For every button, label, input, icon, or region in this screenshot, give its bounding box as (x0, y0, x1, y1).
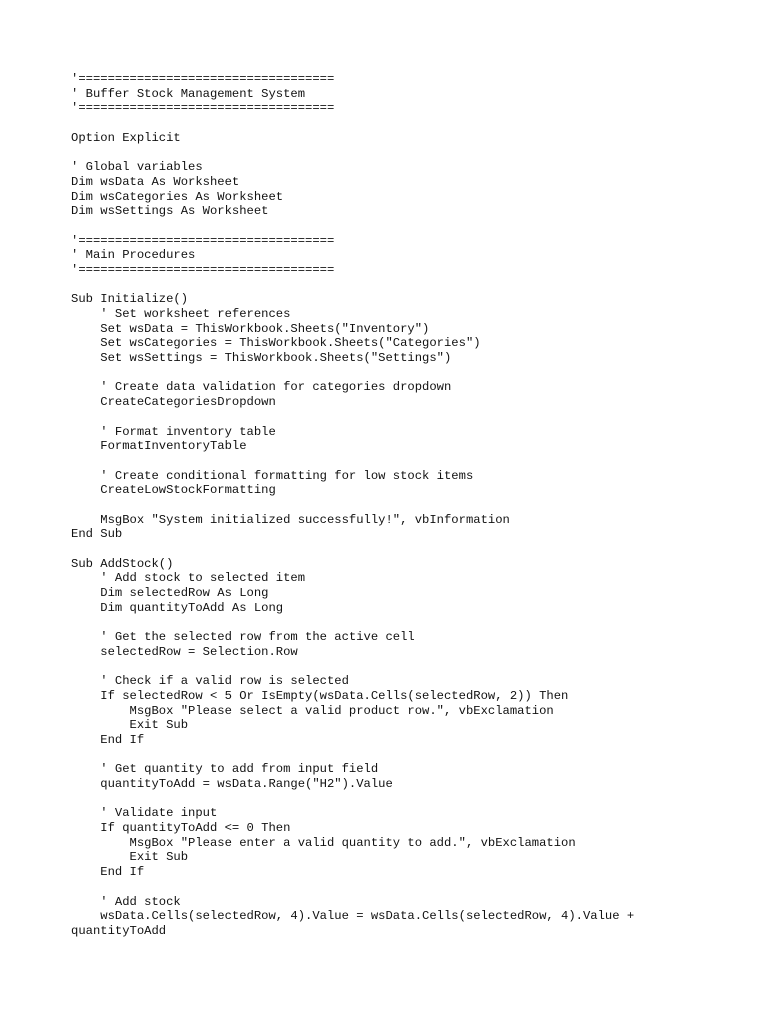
code-line: CreateLowStockFormatting (71, 483, 276, 498)
code-line: Exit Sub (71, 718, 189, 733)
code-line: MsgBox "Please enter a valid quantity to add.", vbExclamation (71, 835, 576, 850)
code-line: ' Validate input (71, 806, 218, 821)
code-line: quantityToAdd (71, 923, 167, 938)
code-line: ' Global variables (71, 160, 203, 175)
code-line (71, 542, 751, 557)
code-line (71, 116, 751, 131)
code-line: wsData.Cells(selectedRow, 4).Value = wsData.Cells(selectedRow, 4).Value + (71, 909, 635, 924)
code-line: MsgBox "System initialized successfully!", vbInformation (71, 512, 510, 527)
code-line (71, 880, 751, 895)
code-line: '=================================== (71, 72, 335, 86)
code-line: MsgBox "Please select a valid product row.", vbExclamation (71, 703, 554, 718)
code-line: Set wsCategories = ThisWorkbook.Sheets("Categories") (71, 336, 481, 351)
code-listing (71, 72, 751, 939)
code-line: Dim wsCategories As Worksheet (71, 189, 284, 204)
code-line: Exit Sub (71, 850, 189, 865)
code-line: Sub Initialize() (71, 292, 189, 307)
code-line: If quantityToAdd <= 0 Then (71, 821, 291, 836)
code-line: Dim selectedRow As Long (71, 586, 269, 601)
code-line (71, 454, 751, 469)
code-line: ' Create conditional formatting for low stock items (71, 468, 474, 483)
code-line (71, 366, 751, 381)
code-line: ' Set worksheet references (71, 307, 291, 321)
code-line: FormatInventoryTable (71, 439, 247, 454)
code-line: If selectedRow < 5 Or IsEmpty(wsData.Cells(selectedRow, 2)) Then (71, 688, 569, 703)
code-line (71, 410, 751, 425)
code-line: Set wsSettings = ThisWorkbook.Sheets("Settings") (71, 351, 452, 366)
code-line: ' Add stock (71, 894, 181, 909)
code-line: '=================================== (71, 262, 335, 277)
code-line: End Sub (71, 527, 123, 542)
code-line: ' Add stock to selected item (71, 571, 306, 586)
code-line (71, 748, 751, 763)
code-line: quantityToAdd = wsData.Range("H2").Value (71, 777, 393, 791)
code-line (71, 792, 751, 807)
code-line (71, 145, 751, 160)
code-line: End If (71, 865, 145, 880)
code-line (71, 219, 751, 234)
code-line: ' Format inventory table (71, 424, 276, 439)
code-line: Option Explicit (71, 130, 181, 145)
code-line: '=================================== (71, 101, 335, 116)
code-line: Dim quantityToAdd As Long (71, 600, 284, 615)
code-line: Set wsData = ThisWorkbook.Sheets("Inventory") (71, 321, 430, 336)
code-line: Dim wsData As Worksheet (71, 174, 240, 189)
code-line: CreateCategoriesDropdown (71, 395, 276, 410)
code-line: ' Get the selected row from the active cell (71, 630, 415, 645)
code-line: ' Create data validation for categories dropdown (71, 380, 452, 395)
code-line: ' Check if a valid row is selected (71, 674, 349, 689)
code-line: '=================================== (71, 233, 335, 248)
code-line (71, 615, 751, 630)
code-line: End If (71, 732, 145, 747)
code-line (71, 278, 751, 293)
code-line: Dim wsSettings As Worksheet (71, 204, 269, 219)
code-line (71, 498, 751, 513)
code-line: selectedRow = Selection.Row (71, 644, 298, 659)
code-line: ' Get quantity to add from input field (71, 762, 379, 777)
code-line: Sub AddStock() (71, 556, 174, 571)
code-line: ' Main Procedures (71, 248, 196, 263)
code-line: ' Buffer Stock Management System (71, 86, 306, 101)
code-line (71, 660, 751, 675)
